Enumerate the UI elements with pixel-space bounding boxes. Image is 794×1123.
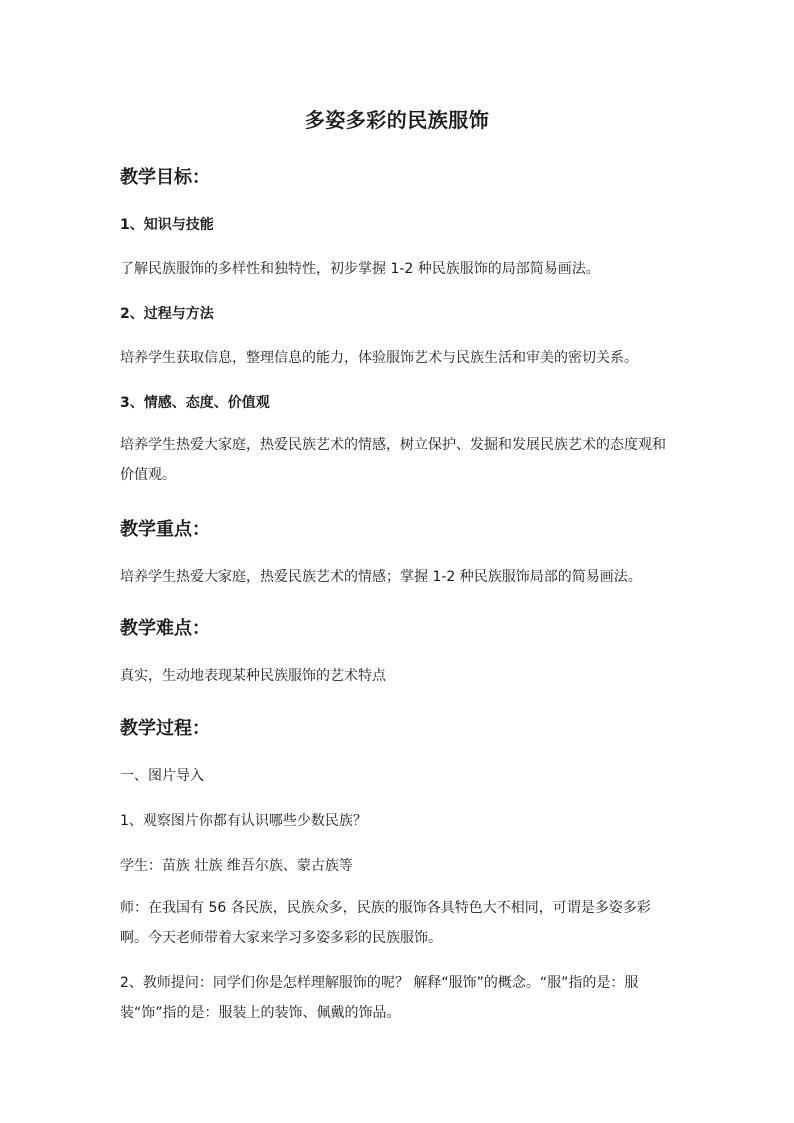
text-student-answer: 学生：苗族 壮族 维吾尔族、蒙古族等 (120, 858, 353, 874)
text-key-points: 培养学生热爱大家庭，热爱民族艺术的情感；掌握 1-2 种民族服饰局部的简易画法。 (120, 569, 642, 585)
heading-process-method: 2、过程与方法 (120, 306, 214, 322)
heading-teaching-process: 教学过程： (120, 718, 210, 739)
heading-key-points: 教学重点： (120, 519, 210, 540)
heading-knowledge-skills: 1、知识与技能 (120, 217, 214, 233)
text-step-1: 一、图片导入 (120, 768, 204, 784)
text-question-2: 2、教师提问：同学们你是怎样理解服饰的呢？ 解释“服饰”的概念。“服”指的是：服装“饰”指的是：服装上的装饰、佩戴的饰品。 (120, 975, 639, 1021)
heading-difficulties: 教学难点： (120, 618, 210, 639)
text-values: 培养学生热爱大家庭，热爱民族艺术的情感，树立保护、发掘和发展民族艺术的态度观和价值观。 (120, 437, 666, 483)
text-difficulties: 真实，生动地表现某种民族服饰的艺术特点 (120, 668, 386, 684)
text-teacher-intro: 师：在我国有 56 各民族，民族众多，民族的服饰各具特色大不相同，可谓是多姿多彩啊。今天老师带着大家来学习多姿多彩的民族服饰。 (120, 900, 651, 946)
document-title: 多姿多彩的民族服饰 (304, 108, 490, 132)
text-question-1: 1、观察图片你都有认识哪些少数民族？ (120, 813, 367, 829)
text-knowledge-skills: 了解民族服饰的多样性和独特性，初步掌握 1-2 种民族服饰的局部简易画法。 (120, 261, 600, 277)
heading-values: 3、情感、态度、价值观 (120, 395, 270, 411)
heading-objectives: 教学目标： (120, 167, 210, 188)
text-process-method: 培养学生获取信息，整理信息的能力，体验服饰艺术与民族生活和审美的密切关系。 (120, 350, 638, 366)
